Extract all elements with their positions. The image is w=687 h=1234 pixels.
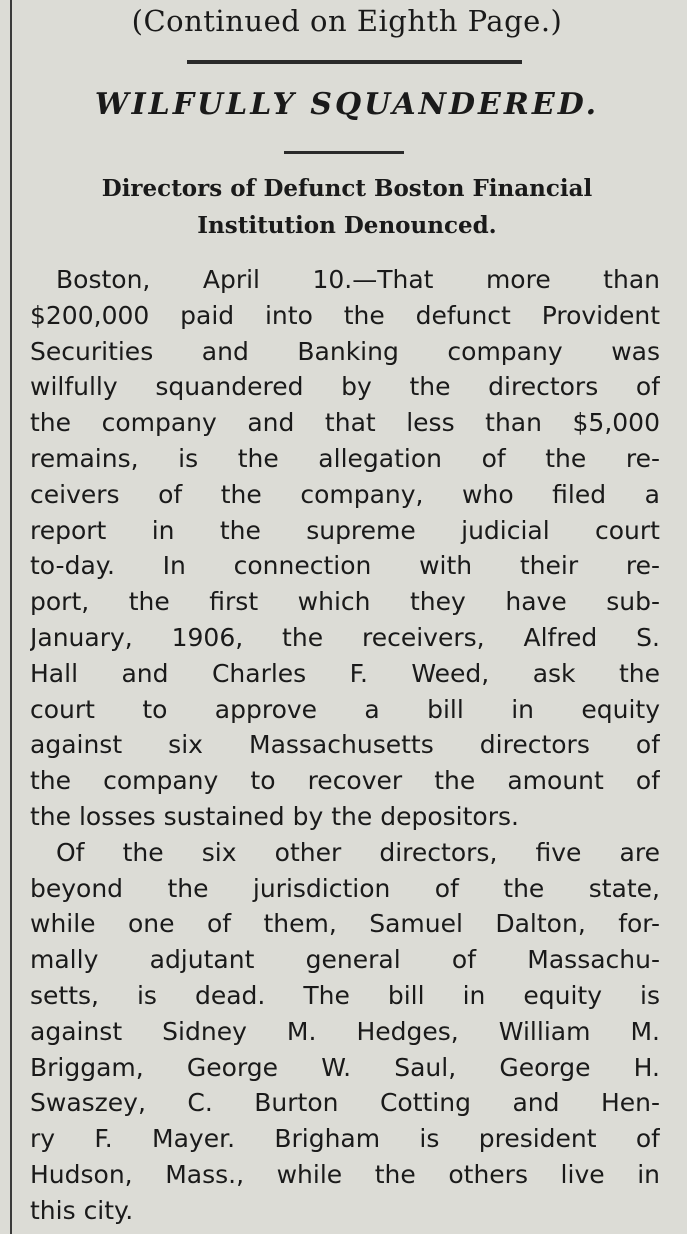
body-line: Securities and Banking company was [30, 336, 660, 366]
article-body [30, 262, 660, 1229]
body-line: the company and that less than $5,000 [30, 408, 660, 438]
headline-divider [284, 151, 404, 154]
column-rule [10, 0, 12, 1234]
headline: WILFULLY SQUANDERED. [94, 87, 600, 122]
body-line: report in the supreme judicial court [30, 515, 660, 545]
body-line: against six Massachusetts directors of [30, 730, 660, 760]
body-line: ceivers of the company, who filed a [30, 479, 660, 509]
body-line: setts, is dead. The bill in equity is [30, 980, 660, 1010]
section-divider [187, 60, 522, 64]
body-line: wilfully squandered by the directors of [30, 372, 660, 402]
body-line: beyond the jurisdiction of the state, [30, 873, 660, 903]
body-line: port, the first which they have sub- [30, 587, 660, 617]
body-line: remains, is the allegation of the re- [30, 443, 660, 473]
body-line: Hall and Charles F. Weed, ask the [30, 658, 660, 688]
body-line: Briggam, George W. Saul, George H. [30, 1052, 660, 1082]
body-line: against Sidney M. Hedges, William M. [30, 1016, 660, 1046]
subheadline-line-1: Directors of Defunct Boston Financial [101, 175, 593, 202]
body-line: Swaszey, C. Burton Cotting and Hen- [30, 1088, 660, 1118]
body-line: the losses sustained by the depositors. [30, 801, 519, 831]
body-line: mally adjutant general of Massachu- [30, 945, 660, 975]
body-line: while one of them, Samuel Dalton, for- [30, 909, 660, 939]
body-line: ry F. Mayer. Brigham is president of [30, 1124, 660, 1154]
body-line: $200,000 paid into the defunct Provident [30, 300, 660, 330]
continued-note: (Continued on Eighth Page.) [131, 4, 563, 38]
subheadline-line-2: Institution Denounced. [197, 212, 497, 239]
body-line: January, 1906, the receivers, Alfred S. [30, 622, 660, 652]
body-line: to-day. In connection with their re- [30, 551, 660, 581]
body-line: Hudson, Mass., while the others live in [30, 1159, 660, 1189]
body-line: court to approve a bill in equity [30, 694, 660, 724]
subheadline [22, 170, 672, 244]
body-line: Boston, April 10.—That more than [56, 265, 660, 294]
body-line: Of the six other directors, five are [56, 837, 660, 867]
body-line: the company to recover the amount of [30, 766, 660, 796]
body-line: this city. [30, 1195, 134, 1225]
newspaper-column [22, 0, 672, 1234]
